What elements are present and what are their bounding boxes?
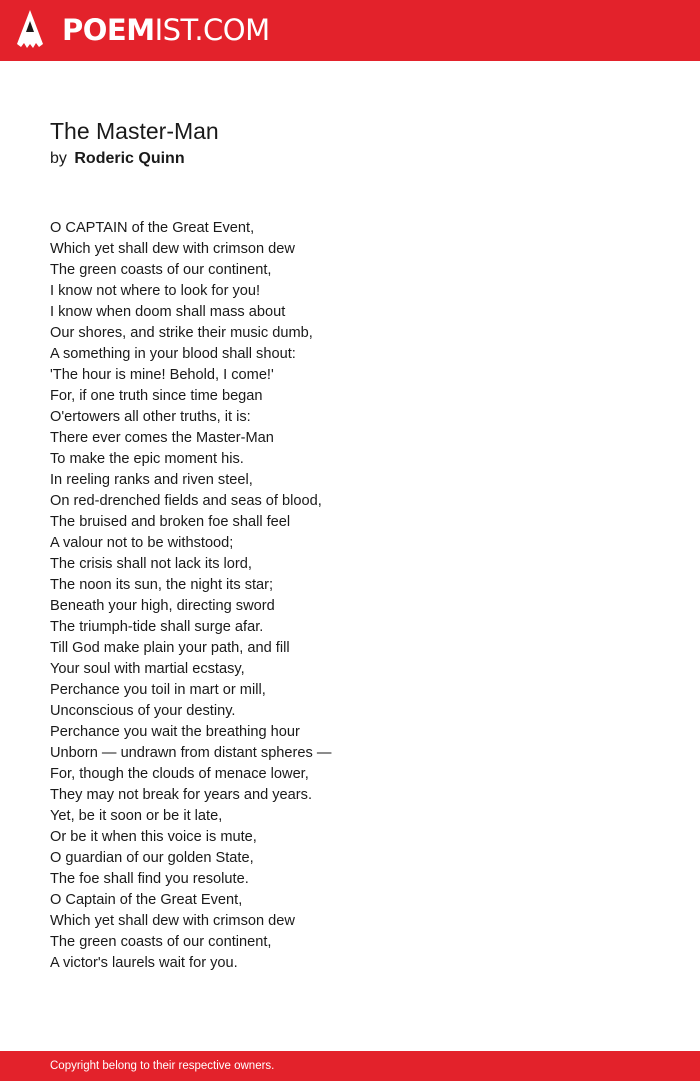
poem-line: Unconscious of your destiny.	[50, 703, 236, 719]
copyright-notice: Copyright belong to their respective owners.	[50, 1060, 275, 1072]
logo-bold-text: POEM	[62, 13, 155, 47]
poem-line: I know when doom shall mass about	[50, 304, 286, 320]
poem-line: I know not where to look for you!	[50, 283, 261, 299]
by-label: by	[50, 150, 67, 167]
poem-line: Or be it when this voice is mute,	[50, 829, 257, 845]
poem-line: The noon its sun, the night its star;	[50, 577, 274, 593]
poem-line: In reeling ranks and riven steel,	[50, 472, 253, 488]
poem-body	[50, 218, 331, 974]
poem-line: O'ertowers all other truths, it is:	[50, 409, 251, 425]
poem-line: For, if one truth since time began	[50, 388, 263, 404]
logo-light-text: IST.COM	[154, 13, 270, 47]
poem-line: There ever comes the Master-Man	[50, 430, 274, 446]
poem-line: Beneath your high, directing sword	[50, 598, 275, 614]
poem-line: Unborn — undrawn from distant spheres —	[50, 745, 332, 761]
poem-line: To make the epic moment his.	[50, 451, 244, 467]
poem-title: The Master-Man	[50, 118, 219, 144]
pencil-tip-icon[interactable]	[17, 10, 43, 51]
author-name: Roderic Quinn	[74, 150, 185, 167]
site-logo[interactable]	[62, 12, 270, 48]
poem-line: The green coasts of our continent,	[50, 262, 272, 278]
poem-line: A valour not to be withstood;	[50, 535, 234, 551]
poem-line: For, though the clouds of menace lower,	[50, 766, 309, 782]
poem-line: Till God make plain your path, and fill	[50, 640, 290, 656]
poem-line: Our shores, and strike their music dumb,	[50, 325, 313, 341]
poem-line: O CAPTAIN of the Great Event,	[50, 220, 255, 236]
poem-line: 'The hour is mine! Behold, I come!'	[50, 367, 274, 383]
poem-line: A victor's laurels wait for you.	[50, 955, 238, 971]
poem-line: The triumph-tide shall surge afar.	[50, 619, 264, 635]
poem-line: They may not break for years and years.	[50, 787, 312, 803]
poem-line: Which yet shall dew with crimson dew	[50, 241, 295, 257]
poem-line: Your soul with martial ecstasy,	[50, 661, 245, 677]
poem-line: Perchance you toil in mart or mill,	[50, 682, 266, 698]
poem-line: A something in your blood shall shout:	[50, 346, 296, 362]
poem-line: The crisis shall not lack its lord,	[50, 556, 252, 572]
byline	[50, 149, 185, 169]
poem-line: Perchance you wait the breathing hour	[50, 724, 300, 740]
site-footer	[0, 1051, 700, 1081]
poem-line: Which yet shall dew with crimson dew	[50, 913, 295, 929]
poem-line: The foe shall find you resolute.	[50, 871, 249, 887]
poem-line: The bruised and broken foe shall feel	[50, 514, 291, 530]
site-header	[0, 0, 700, 61]
poem-line: The green coasts of our continent,	[50, 934, 272, 950]
poem-line: On red-drenched fields and seas of blood,	[50, 493, 322, 509]
poem-line: O guardian of our golden State,	[50, 850, 254, 866]
poem-line: Yet, be it soon or be it late,	[50, 808, 223, 824]
poem-line: O Captain of the Great Event,	[50, 892, 243, 908]
